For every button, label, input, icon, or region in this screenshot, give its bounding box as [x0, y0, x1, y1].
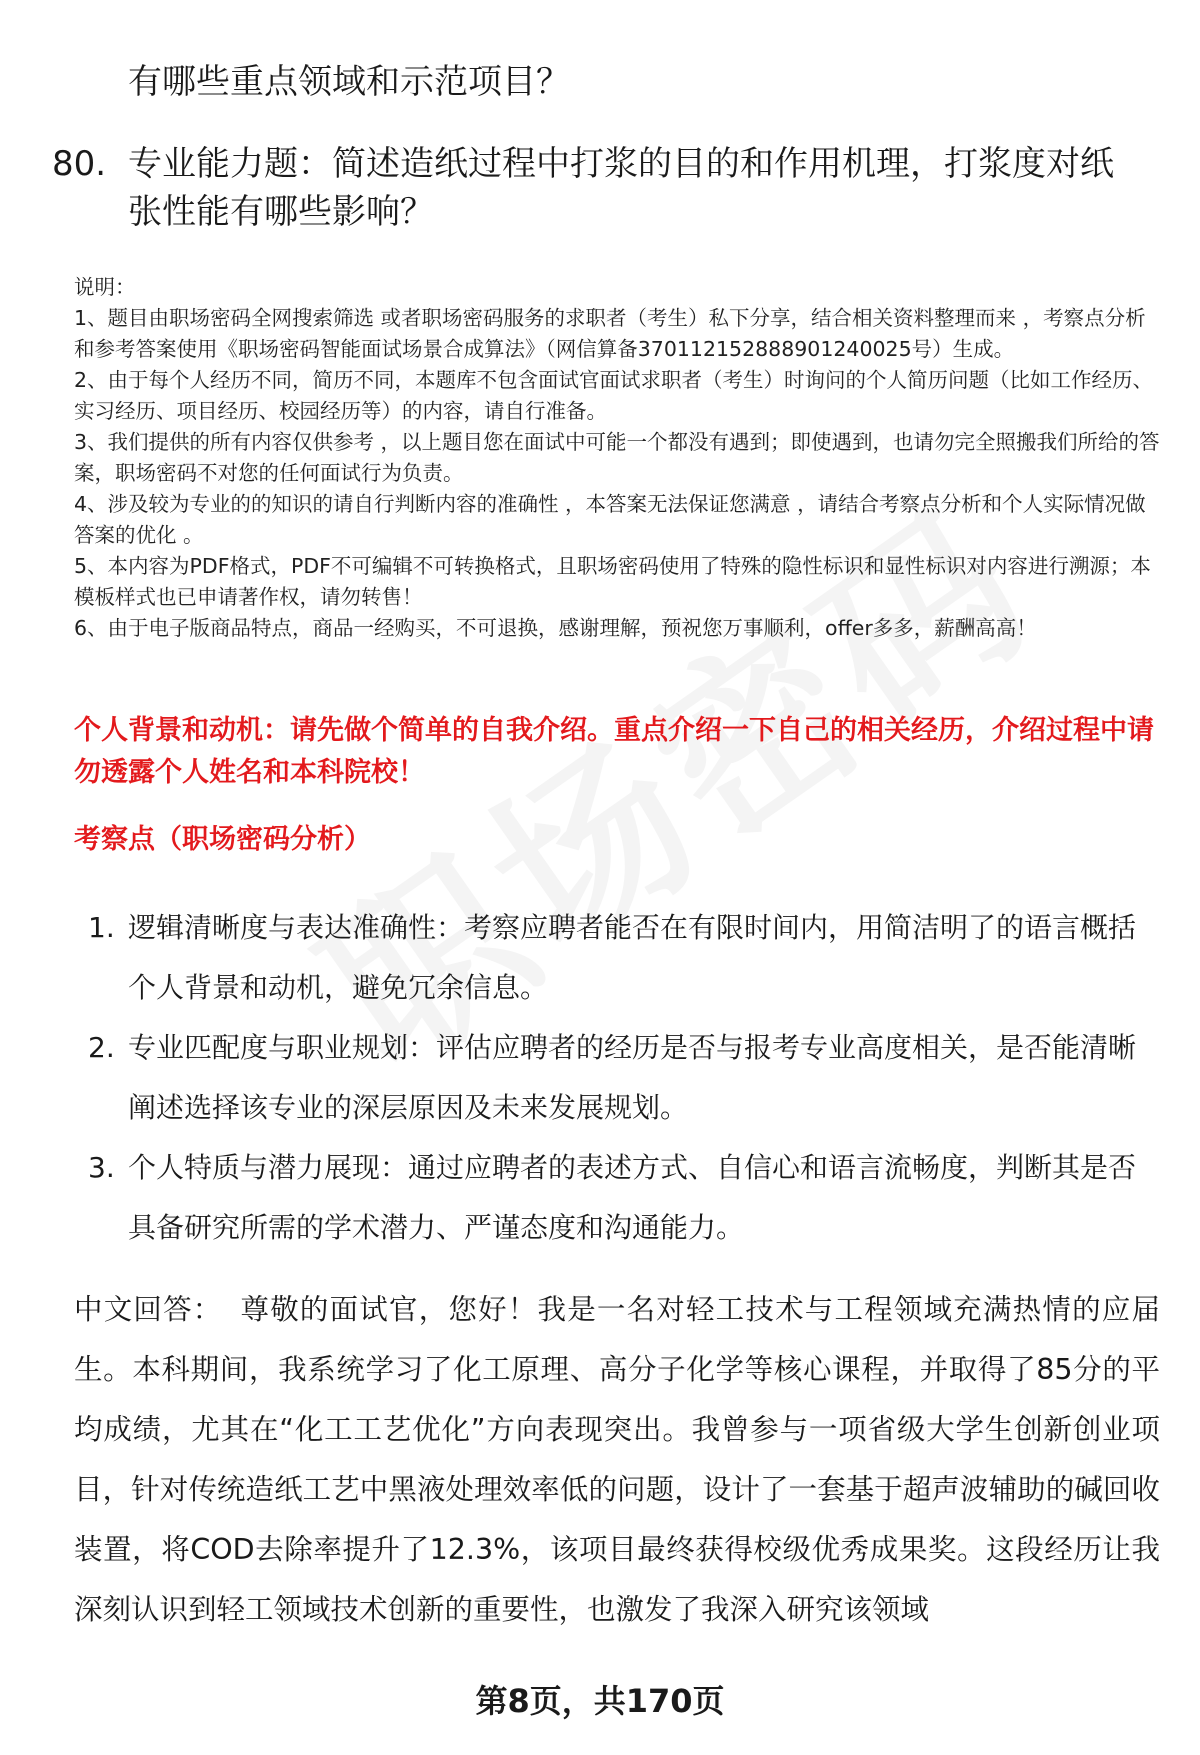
question-text: 专业能力题：简述造纸过程中打浆的目的和作用机理，打浆度对纸张性能有哪些影响？	[128, 144, 1114, 232]
notes-title: 说明：	[74, 275, 136, 299]
analysis-point	[74, 898, 1154, 1018]
kaochadian-title: 考察点（职场密码分析）	[74, 824, 371, 855]
point-text: 逻辑清晰度与表达准确性：考察应聘者能否在有限时间内，用简洁明了的语言概括个人背景和动机，避免冗余信息。	[128, 911, 1137, 1004]
question-80	[52, 140, 1152, 236]
point-text: 个人特质与潜力展现：通过应聘者的表述方式、自信心和语言流畅度，判断其是否具备研究所需的学术潜力、严谨态度和沟通能力。	[128, 1151, 1137, 1244]
point-number: 2.	[88, 1031, 115, 1064]
note-item: 2、由于每个人经历不同，简历不同，本题库不包含面试官面试求职者（考生）时询问的个人简历问题（比如工作经历、实习经历、项目经历、校园经历等）的内容，请自行准备。	[74, 368, 1154, 423]
analysis-point	[74, 1138, 1154, 1258]
chinese-answer	[74, 1280, 1160, 1640]
note-item: 1、题目由职场密码全网搜索筛选 或者职场密码服务的求职者（考生）私下分享，结合相关资料整理而来 ，考察点分析和参考答案使用《职场密码智能面试场景合成算法》（网信算备370112152888901240025号）生成。	[74, 306, 1146, 361]
analysis-points	[74, 898, 1154, 1258]
point-number: 1.	[88, 911, 115, 944]
notes-section	[74, 272, 1164, 644]
note-item: 3、我们提供的所有内容仅供参考 ，以上题目您在面试中可能一个都没有遇到；即使遇到，也请勿完全照搬我们所给的答案，职场密码不对您的任何面试行为负责。	[74, 430, 1160, 485]
page-footer: 第8页，共170页	[475, 1682, 725, 1720]
note-item: 4、涉及较为专业的的知识的请自行判断内容的准确性 ，本答案无法保证您满意 ，请结合考察点分析和个人实际情况做答案的优化 。	[74, 492, 1146, 547]
point-text: 专业匹配度与职业规划：评估应聘者的经历是否与报考专业高度相关，是否能清晰阐述选择该专业的深层原因及未来发展规划。	[128, 1031, 1137, 1124]
analysis-point	[74, 1018, 1154, 1138]
point-number: 3.	[88, 1151, 115, 1184]
background-question: 个人背景和动机：请先做个简单的自我介绍。重点介绍一下自己的相关经历，介绍过程中请勿透露个人姓名和本科院校！	[74, 715, 1154, 788]
question-number: 80.	[52, 144, 107, 184]
question-continuation: 有哪些重点领域和示范项目？	[128, 62, 570, 102]
answer-text: 尊敬的面试官，您好！我是一名对轻工技术与工程领域充满热情的应届生。本科期间，我系统学习了化工原理、高分子化学等核心课程，并取得了85分的平均成绩，尤其在“化工工艺优化”方向表现突出。我曾参与一项省级大学生创新创业项目，针对传统造纸工艺中黑液处理效率低的问题，设计了一套基于超声波辅助的碱回收装置，将COD去除率提升了12.3%，该项目最终获得校级优秀成果奖。这段经历让我深刻认识到轻工领域技术创新的重要性，也激发了我深入研究该领域	[74, 1293, 1160, 1626]
answer-label: 中文回答：	[74, 1293, 223, 1326]
note-item: 5、本内容为PDF格式，PDF不可编辑不可转换格式，且职场密码使用了特殊的隐性标识和显性标识对内容进行溯源；本模板样式也已申请著作权，请勿转售！	[74, 554, 1151, 609]
note-item: 6、由于电子版商品特点，商品一经购买，不可退换，感谢理解，预祝您万事顺利，offer多多，薪酬高高！	[74, 616, 1037, 640]
